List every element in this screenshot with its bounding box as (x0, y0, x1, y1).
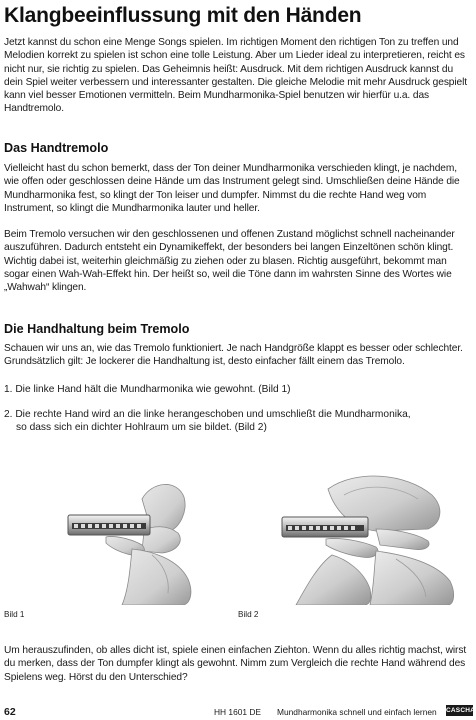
photo-bild-2 (236, 459, 472, 605)
list-item-2-line-2: so dass sich ein dichter Hohlraum um sie bildet. (Bild 2) (16, 422, 267, 434)
publisher-logo: CASCHA (446, 707, 476, 714)
photo-bild-1 (2, 459, 234, 605)
handtremolo-paragraph-2: Beim Tremolo versuchen wir den geschlossenen und offenen Zustand möglichst schnell nacheinander auszuführen. Dadurch entsteht ein Dynamikeffekt, der besonders bei langen Einzeltönen schön klingt. Wichtig dabei ist, weiterhin gleichmäßig zu ziehen oder zu blasen. Richtig ausgeführt, bekommt man sogar einen Wah-Wah-Effekt hin. Der heißt so, weil die Töne dann im wahrsten Sinne des Wortes wie „Wahwah“ klingen. (4, 229, 455, 294)
section-heading-handtremolo: Das Handtremolo (4, 141, 109, 155)
section-heading-handhaltung: Die Handhaltung beim Tremolo (4, 322, 190, 336)
list-item-1: 1. Die linke Hand hält die Mundharmonika wie gewohnt. (Bild 1) (4, 384, 291, 395)
handtremolo-paragraph-1: Vielleicht hast du schon bemerkt, dass der Ton deiner Mundharmonika verschieden klingt, je nachdem, wie offen oder geschlossen deine Hände um das Instrument gelegt sind. Umschließen deine Hände die Mundharmonika fest, so klingt der Ton leiser und dumpfer. Nimmst du die rechte Hand weg vom Instrument, so klingt die Mundharmonika lauter und heller. (4, 163, 460, 214)
intro-paragraph: Jetzt kannst du schon eine Menge Songs spielen. Im richtigen Moment den richtigen Ton zu treffen und Melodien korrekt zu spielen ist schon eine tolle Leistung. Aber um Lieder ideal zu interpretieren, reicht es nicht nur, sie richtig zu spielen. Das Geheimnis heißt: Ausdruck. Mit dem richtigen Ausdruck kannst du dein Spiel weiter verbessern und interessanter gestalten. Die gleiche Melodie mit mehr Ausdruck gespielt kann viel besser Emotionen vermitteln. Beim Mundharmonika-Spiel benutzen wir hierfür u.a. das Handtremolo. (4, 37, 468, 115)
footer-reference: HH 1601 DE (214, 707, 262, 717)
hands-holding-harmonica-image (2, 459, 234, 605)
list-item-2-line-1: 2. Die rechte Hand wird an die linke herangeschoben und umschließt die Mundharmonika, (4, 409, 411, 420)
list-item-2 (4, 408, 470, 435)
caption-bild-1: Bild 1 (4, 610, 25, 619)
page-title: Klangbeeinflussung mit den Händen (4, 4, 362, 27)
page-number: 62 (4, 706, 16, 718)
footer-book-title: Mundharmonika schnell und einfach lernen (277, 707, 437, 717)
outro-paragraph: Um herauszufinden, ob alles dicht ist, spiele einen einfachen Ziehton. Wenn du alles richtig machst, wirst du merken, dass der Ton dumpfer klingt als gewohnt. Nimm zum Vergleich die rechte Hand während des Spielens weg. Hörst du den Unterschied? (4, 645, 467, 683)
caption-bild-2: Bild 2 (238, 610, 259, 619)
handhaltung-paragraph: Schauen wir uns an, wie das Tremolo funktioniert. Je nach Handgröße klappt es besser oder schlechter. Grundsätzlich gilt: Je lockerer die Handhaltung ist, desto einfacher fällt einem das Tremolo. (4, 343, 463, 368)
hands-cupping-harmonica-image (236, 459, 472, 605)
